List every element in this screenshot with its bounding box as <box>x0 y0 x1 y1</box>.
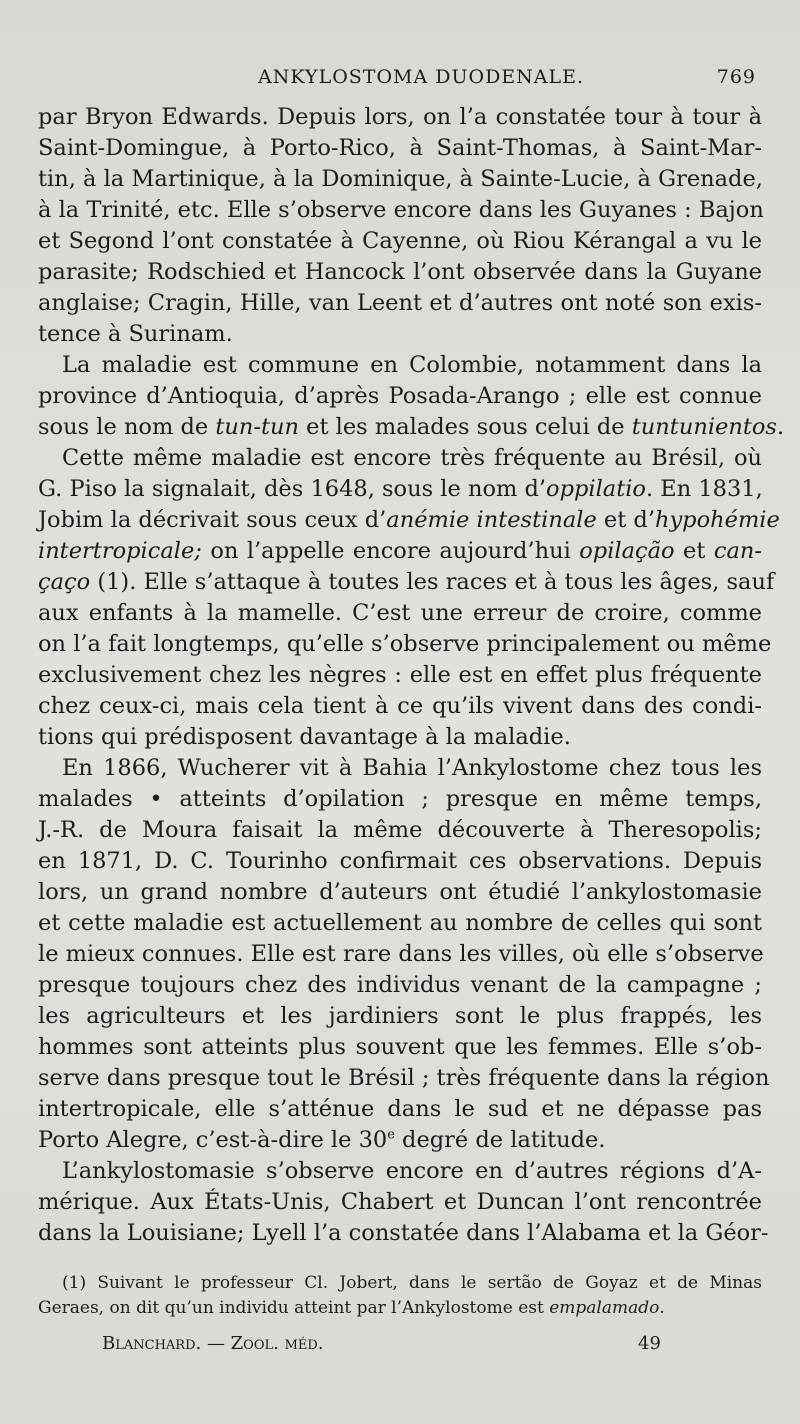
text-line: Cette même maladie est encore très fréquente au Brésil, où <box>62 445 762 471</box>
text-line: et Segond l’ont constatée à Cayenne, où Riou Kérangal a vu le <box>38 228 762 254</box>
text-line: et cette maladie est actuellement au nombre de celles qui sont <box>38 910 762 936</box>
text-line: Porto Alegre, c’est-à-dire le 30e degré de latitude. <box>38 1127 606 1153</box>
italic-term: oppilatio <box>546 476 646 502</box>
text-line: anglaise; Cragin, Hille, van Leent et d’autres ont noté son exis- <box>38 290 762 316</box>
paragraph <box>38 753 770 1156</box>
text-line: tions qui prédisposent davantage à la maladie. <box>38 724 571 750</box>
text-line: parasite; Rodschied et Hancock l’ont observée dans la Guyane <box>38 259 762 285</box>
text-line: La maladie est commune en Colombie, notamment dans la <box>62 352 762 378</box>
italic-term: çaço <box>38 569 91 595</box>
paragraph <box>38 350 785 443</box>
text-line: chez ceux-ci, mais cela tient à ce qu’ils vivent dans des condi- <box>38 693 762 719</box>
text-line: En 1866, Wucherer vit à Bahia l’Ankylostome chez tous les <box>62 755 762 781</box>
italic-term: anémie intestinale <box>386 507 597 533</box>
text-line: L’ankylostomasie s’observe encore en d’autres régions d’A- <box>62 1158 762 1184</box>
footnote-line: (1) Suivant le professeur Cl. Jobert, dans le sertão de Goyaz et de Minas <box>62 1273 762 1293</box>
page-footer <box>38 1331 762 1361</box>
paragraph <box>38 102 762 350</box>
text-line: tence à Surinam. <box>38 321 233 347</box>
text-line: presque toujours chez des individus venant de la campagne ; <box>38 972 762 998</box>
paragraph <box>38 443 780 753</box>
body-text <box>38 102 785 1249</box>
italic-term: intertropicale; <box>38 538 202 564</box>
superscript: e <box>387 1127 395 1143</box>
page-number: 769 <box>716 66 756 88</box>
text-line: on l’a fait longtemps, qu’elle s’observe principalement ou même <box>38 631 772 657</box>
footnote-line: Geraes, on dit qu’un individu atteint par l’Ankylostome est empalamado. <box>38 1298 665 1318</box>
italic-term: hypohémie <box>654 507 780 533</box>
text-line: malades • atteints d’opilation ; presque en même temps, <box>38 786 762 812</box>
text-line: dans la Louisiane; Lyell l’a constatée dans l’Alabama et la Géor- <box>38 1220 769 1246</box>
text-line: çaço (1). Elle s’attaque à toutes les races et à tous les âges, sauf <box>38 569 775 595</box>
italic-term: tuntunientos <box>631 414 777 440</box>
text-line: G. Piso la signalait, dès 1648, sous le nom d’oppilatio. En 1831, <box>38 476 763 502</box>
text-line: le mieux connues. Elle est rare dans les villes, où elle s’observe <box>38 941 764 967</box>
paragraph <box>38 1156 769 1249</box>
running-title: ANKYLOSTOMA DUODENALE. <box>258 66 585 88</box>
signature-mark: Blanchard. — Zool. méd. <box>102 1333 324 1354</box>
text-line: tin, à la Martinique, à la Dominique, à Sainte-Lucie, à Grenade, <box>38 166 763 192</box>
text-line: lors, un grand nombre d’auteurs ont étudié l’ankylostomasie <box>38 879 762 905</box>
italic-term: tun-tun <box>215 414 299 440</box>
text-line: province d’Antioquia, d’après Posada-Arango ; elle est connue <box>38 383 762 409</box>
text-line: à la Trinité, etc. Elle s’observe encore dans les Guyanes : Bajon <box>38 197 764 223</box>
text-line: Jobim la décrivait sous ceux d’anémie intestinale et d’hypohémie <box>38 507 780 533</box>
sheet-number: 49 <box>638 1333 661 1354</box>
text-line: J.-R. de Moura faisait la même découverte à Theresopolis; <box>38 817 762 843</box>
text-line: mérique. Aux États-Unis, Chabert et Duncan l’ont rencontrée <box>38 1189 762 1215</box>
running-header <box>38 58 762 94</box>
text-line: exclusivement chez les nègres : elle est en effet plus fréquente <box>38 662 762 688</box>
text-line: les agriculteurs et les jardiniers sont le plus frappés, les <box>38 1003 762 1029</box>
text-line: en 1871, D. C. Tourinho confirmait ces observations. Depuis <box>38 848 762 874</box>
text-line: sous le nom de tun-tun et les malades sous celui de tuntunientos. <box>38 414 785 440</box>
text-line: aux enfants à la mamelle. C’est une erreur de croire, comme <box>38 600 762 626</box>
italic-term: opilação <box>579 538 675 564</box>
footnote <box>38 1271 762 1321</box>
text-line: Saint-Domingue, à Porto-Rico, à Saint-Thomas, à Saint-Mar- <box>38 135 762 161</box>
text-line: hommes sont atteints plus souvent que les femmes. Elle s’ob- <box>38 1034 762 1060</box>
text-line: intertropicale, elle s’atténue dans le sud et ne dépasse pas <box>38 1096 762 1122</box>
text-line: intertropicale; on l’appelle encore aujourd’hui opilação et can- <box>38 538 762 564</box>
italic-term: empalamado <box>549 1298 660 1318</box>
text-line: serve dans presque tout le Brésil ; très fréquente dans la région <box>38 1065 770 1091</box>
italic-term: can- <box>713 538 762 564</box>
text-line: par Bryon Edwards. Depuis lors, on l’a constatée tour à tour à <box>38 104 762 130</box>
